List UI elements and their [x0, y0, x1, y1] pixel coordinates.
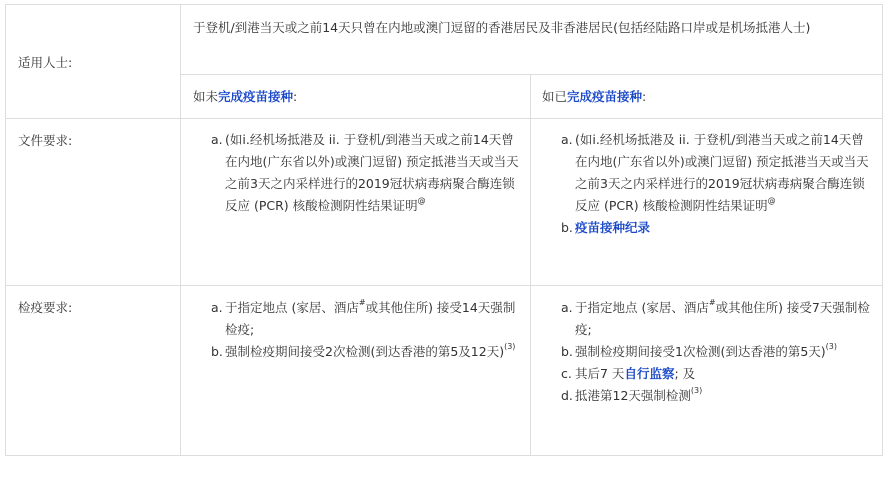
list-item: [561, 385, 873, 407]
quarantine-vaccinated: [561, 297, 873, 407]
list-item: [211, 129, 521, 217]
footnote-marker: #: [358, 297, 366, 307]
list-marker: b.: [211, 344, 223, 359]
header-suffix: :: [293, 89, 298, 104]
header-vaccinated: [542, 86, 872, 108]
column-divider: [882, 4, 883, 456]
item-text: 强制检疫期间接受2次检测(到达香港的第5及12天): [225, 344, 505, 359]
list-marker: a.: [561, 132, 573, 147]
header-prefix: 如未: [193, 89, 219, 104]
column-divider: [5, 4, 6, 456]
documents-vaccinated: [561, 129, 873, 239]
list-item: [561, 297, 873, 341]
table-top-border: [5, 4, 883, 5]
item-text: 于指定地点 (家居、酒店: [575, 300, 709, 315]
item-text: (如i.经机场抵港及 ii. 于登机/到港当天或之前14天曾在内地(广东省以外)或澳门逗留) 预定抵港当天或当天之前3天之内采样进行的2019冠状病毒病聚合酶连锁反应 (PCR) 核酸检测阴性结果证明: [225, 132, 519, 213]
applicable-description: 于登机/到港当天或之前14天只曾在内地或澳门逗留的香港居民及非香港居民(包括经陆路口岸或是机场抵港人士): [193, 20, 811, 35]
footnote-marker: #: [708, 297, 716, 307]
item-text: 抵港第12天强制检测: [575, 388, 691, 403]
list-marker: a.: [211, 132, 223, 147]
item-text: 其后7 天: [575, 366, 625, 381]
list-item: [561, 363, 873, 385]
list-item: [561, 217, 873, 239]
item-text: ; 及: [674, 366, 696, 381]
footnote-marker: (3): [825, 341, 838, 351]
footnote-marker: (3): [504, 341, 516, 351]
row-divider: [5, 285, 883, 286]
item-text: 或其他住所) 接受14天强制检疫;: [225, 300, 516, 337]
list-item: [561, 341, 873, 363]
header-not-vaccinated: [193, 86, 523, 108]
list-marker: b.: [561, 344, 573, 359]
label-applicable: 适用人士:: [18, 55, 73, 70]
header-suffix: :: [642, 89, 647, 104]
list-marker: a.: [561, 300, 573, 315]
quarantine-not-vaccinated: [211, 297, 521, 363]
list-marker: d.: [561, 388, 573, 403]
item-text: (如i.经机场抵港及 ii. 于登机/到港当天或之前14天曾在内地(广东省以外)或澳门逗留) 预定抵港当天或当天之前3天之内采样进行的2019冠状病毒病聚合酶连锁反应 (PCR) 核酸检测阴性结果证明: [575, 132, 869, 213]
list-item: [211, 297, 521, 341]
documents-not-vaccinated: [211, 129, 521, 217]
item-text: 或其他住所) 接受7天强制检疫;: [575, 300, 870, 337]
row-divider: [180, 74, 883, 75]
column-divider: [180, 4, 181, 456]
label-documents: 文件要求:: [18, 133, 73, 148]
footnote-marker: @: [417, 195, 426, 205]
footnote-marker: (3): [690, 385, 703, 395]
row-divider: [5, 118, 883, 119]
header-prefix: 如已: [542, 89, 568, 104]
list-item: [211, 341, 521, 363]
vaccination-link[interactable]: 完成疫苗接种: [218, 89, 294, 104]
label-quarantine: 检疫要求:: [18, 300, 73, 315]
item-text: 于指定地点 (家居、酒店: [225, 300, 359, 315]
item-text: 强制检疫期间接受1次检测(到达香港的第5天): [575, 344, 826, 359]
list-marker: b.: [561, 220, 573, 235]
self-monitoring-link[interactable]: 自行监察: [624, 366, 675, 381]
list-marker: a.: [211, 300, 223, 315]
list-item: [561, 129, 873, 217]
footnote-marker: @: [767, 195, 776, 205]
vaccination-link[interactable]: 完成疫苗接种: [567, 89, 643, 104]
column-divider: [530, 74, 531, 456]
list-marker: c.: [561, 366, 572, 381]
table-bottom-border: [5, 455, 883, 456]
vaccination-record-link[interactable]: 疫苗接种纪录: [575, 220, 651, 235]
